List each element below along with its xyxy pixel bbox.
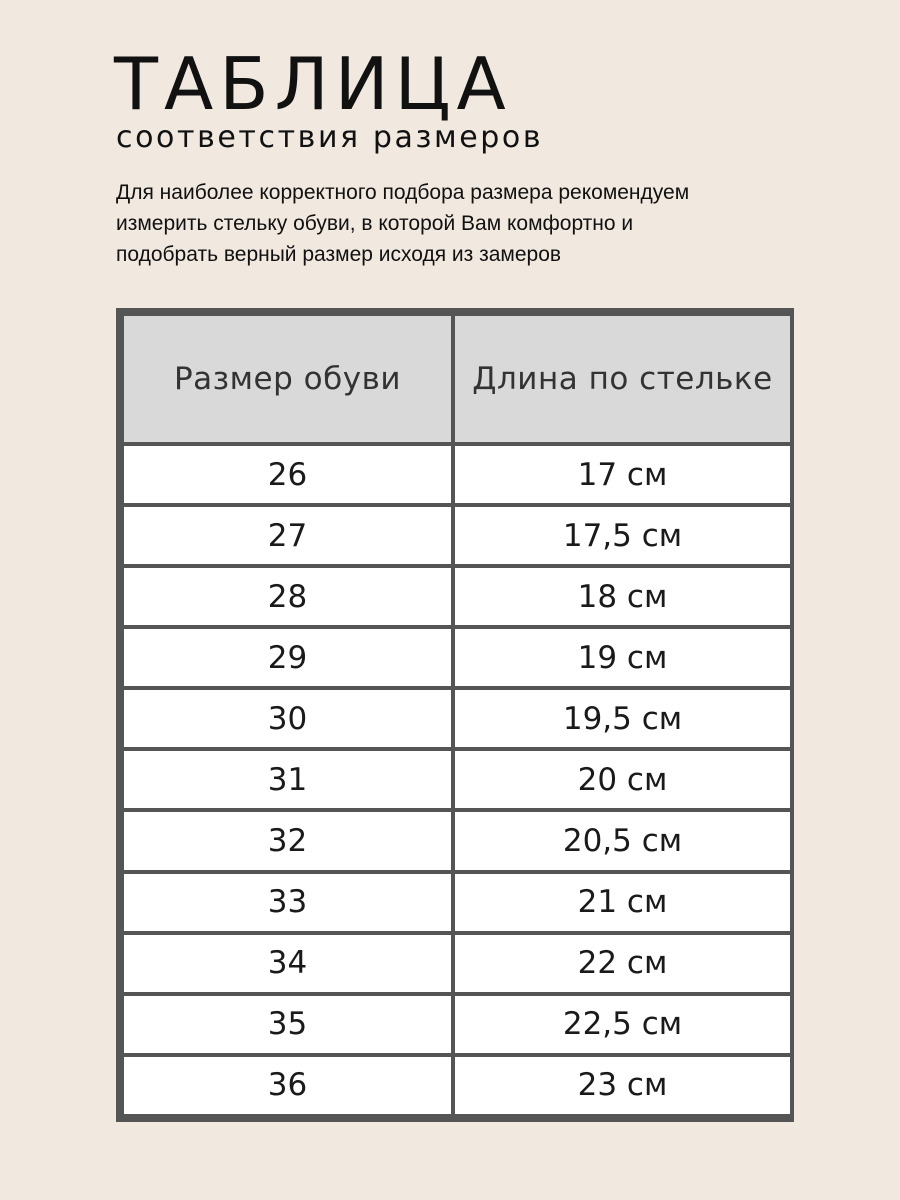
table-row <box>122 627 792 688</box>
table-row <box>122 994 792 1055</box>
table-row <box>122 688 792 749</box>
insole-length-cell: 22 см <box>453 933 792 994</box>
insole-length-cell: 17,5 см <box>453 505 792 566</box>
shoe-size-cell: 33 <box>122 872 453 933</box>
insole-length-cell: 23 см <box>453 1055 792 1116</box>
shoe-size-cell: 34 <box>122 933 453 994</box>
insole-length-cell: 20,5 см <box>453 810 792 871</box>
table-row <box>122 810 792 871</box>
insole-length-cell: 17 см <box>453 444 792 505</box>
shoe-size-cell: 35 <box>122 994 453 1055</box>
size-table-frame <box>116 308 794 1122</box>
insole-length-cell: 21 см <box>453 872 792 933</box>
shoe-size-cell: 31 <box>122 749 453 810</box>
shoe-size-cell: 29 <box>122 627 453 688</box>
size-table <box>120 312 794 1118</box>
table-row <box>122 872 792 933</box>
table-row <box>122 444 792 505</box>
table-row <box>122 1055 792 1116</box>
intro-line: подобрать верный размер исходя из замеров <box>116 243 562 266</box>
header-shoe-size: Размер обуви <box>122 314 453 444</box>
table-row <box>122 505 792 566</box>
intro-line: измерить стельку обуви, в которой Вам комфортно и <box>116 212 634 235</box>
insole-length-cell: 22,5 см <box>453 994 792 1055</box>
shoe-size-cell: 27 <box>122 505 453 566</box>
shoe-size-cell: 26 <box>122 444 453 505</box>
shoe-size-cell: 32 <box>122 810 453 871</box>
shoe-size-cell: 28 <box>122 566 453 627</box>
intro-text <box>116 177 816 270</box>
insole-length-cell: 18 см <box>453 566 792 627</box>
shoe-size-cell: 36 <box>122 1055 453 1116</box>
page-title: ТАБЛИЦА <box>114 42 512 126</box>
table-row <box>122 749 792 810</box>
header-insole-length: Длина по стельке <box>453 314 792 444</box>
table-row <box>122 933 792 994</box>
insole-length-cell: 20 см <box>453 749 792 810</box>
insole-length-cell: 19 см <box>453 627 792 688</box>
insole-length-cell: 19,5 см <box>453 688 792 749</box>
intro-line: Для наиболее корректного подбора размера рекомендуем <box>116 181 690 204</box>
page-subtitle: соответствия размеров <box>116 120 544 155</box>
shoe-size-cell: 30 <box>122 688 453 749</box>
table-header-row <box>122 314 792 444</box>
table-row <box>122 566 792 627</box>
